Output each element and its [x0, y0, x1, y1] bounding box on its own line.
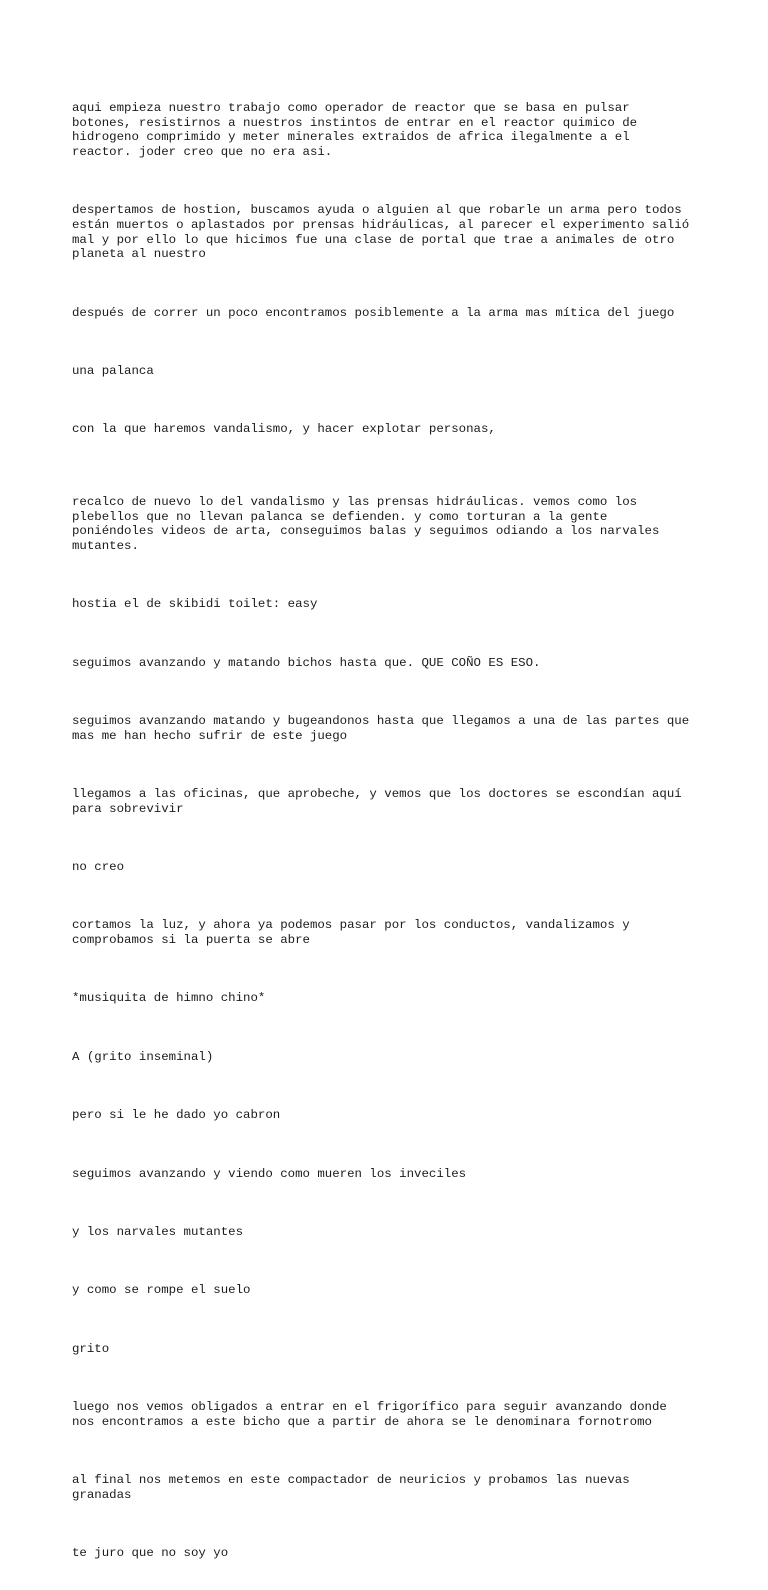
- paragraph-music: *musiquita de himno chino*: [72, 991, 266, 1006]
- paragraph-hydraulic-presses: recalco de nuevo lo del vandalismo y las prensas hidráulicas. vemos como los plebellos que no llevan palanca se defienden. y como torturan a la gente poniéndoles videos de arta, conseguimos balas y seguimos odiando a los narvales mutantes.: [72, 495, 660, 553]
- paragraph-what-is-that: seguimos avanzando y matando bichos hasta que. QUE COÑO ES ESO.: [72, 655, 541, 670]
- paragraph-vandalism: con la que haremos vandalismo, y hacer explotar personas,: [72, 422, 496, 437]
- paragraph-cut-power: cortamos la luz, y ahora ya podemos pasar por los conductos, vandalizamos y comprobamos si la puerta se abre: [72, 918, 630, 948]
- paragraph-grito: grito: [72, 1341, 110, 1356]
- paragraph-suffering: seguimos avanzando matando y bugeandonos hasta que llegamos a una de las partes que mas me han hecho sufrir de este juego: [72, 714, 690, 743]
- document-body: [72, 72, 712, 1590]
- paragraph-hit: pero si le he dado yo cabron: [72, 1108, 281, 1123]
- paragraph-skibidi: hostia el de skibidi toilet: easy: [72, 597, 318, 612]
- paragraph-reactor-operator: aqui empieza nuestro trabajo como operador de reactor que se basa en pulsar botones, resistirnos a nuestros instintos de entrar en el reactor quimico de hidrogeno comprimido y meter minerales extraidos de africa ilegalmente a el reactor. joder creo que no era asi.: [72, 101, 638, 159]
- paragraph-mythic-weapon: después de correr un poco encontramos posiblemente a la arma mas mítica del juego: [72, 305, 675, 320]
- paragraph-narwhals: y los narvales mutantes: [72, 1224, 244, 1239]
- paragraph-offices: llegamos a las oficinas, que aprobeche, y vemos que los doctores se escondían aquí para sobrevivir: [72, 787, 682, 816]
- paragraph-fridge: luego nos vemos obligados a entrar en el frigorífico para seguir avanzando donde nos encontramos a este bicho que a partir de ahora se le denominara fornotromo: [72, 1400, 667, 1429]
- paragraph-keep-advancing: seguimos avanzando y viendo como mueren los inveciles: [72, 1166, 467, 1181]
- paragraph-compactor: al final nos metemos en este compactador de neuricios y probamos las nuevas granadas: [72, 1473, 630, 1502]
- paragraph-not-me: te juro que no soy yo: [72, 1545, 229, 1560]
- paragraph-crowbar: una palanca: [72, 363, 154, 378]
- paragraph-floor-breaks: y como se rompe el suelo: [72, 1283, 251, 1298]
- paragraph-scream: A (grito inseminal): [72, 1049, 214, 1064]
- paragraph-wake-up: despertamos de hostion, buscamos ayuda o alguien al que robarle un arma pero todos están muertos o aplastados por prensas hidráulicas, al parecer el experimento salió mal y por ello lo que hicimos fue una clase de portal que trae a animales de otro planeta al nuestro: [72, 203, 690, 262]
- paragraph-no-creo: no creo: [72, 860, 125, 875]
